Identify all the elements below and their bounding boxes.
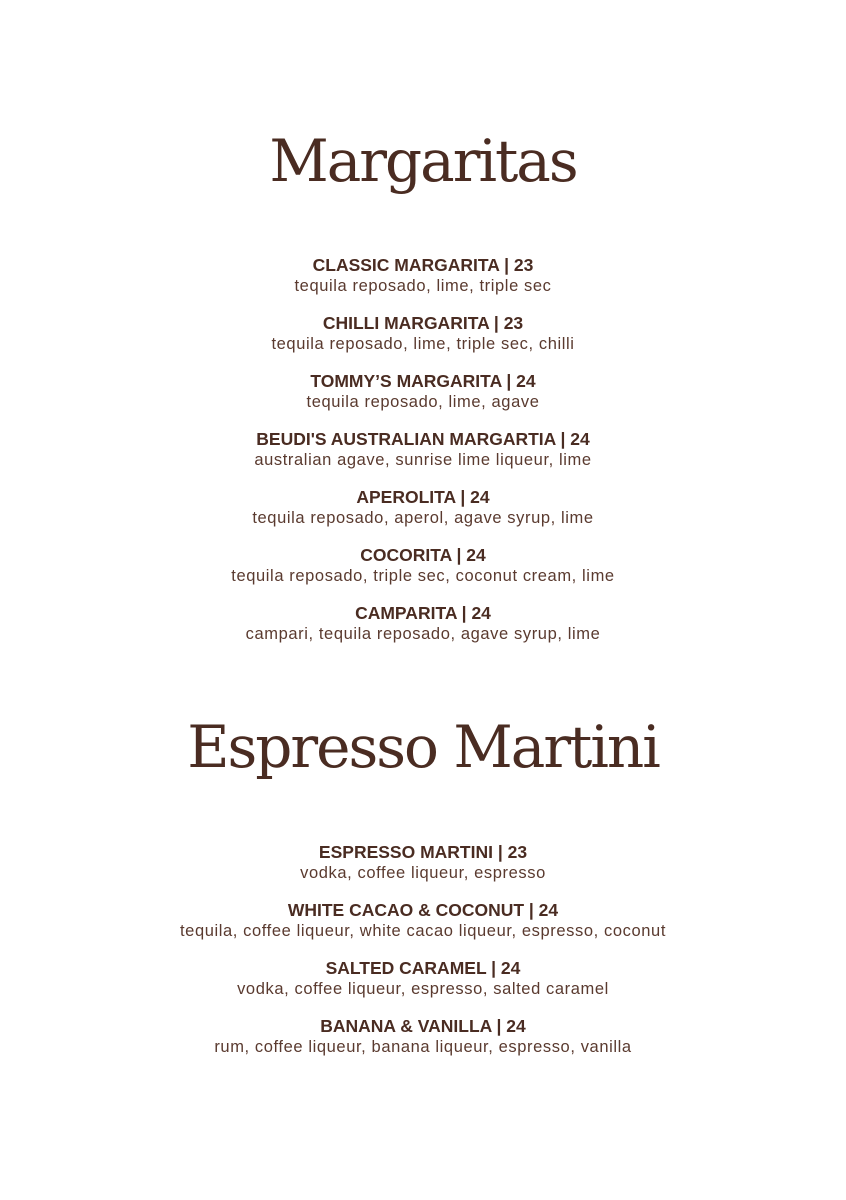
item-name: BEUDI'S AUSTRALIAN MARGARTIA | 24: [256, 429, 590, 449]
item-description: rum, coffee liqueur, banana liqueur, espresso, vanilla: [214, 1038, 632, 1056]
menu-item: [0, 429, 846, 487]
espresso-martini-section: [0, 713, 846, 1074]
item-description: tequila reposado, lime, triple sec: [294, 277, 552, 295]
menu-item: [0, 313, 846, 371]
menu-item: [0, 958, 846, 1016]
item-name: BANANA & VANILLA | 24: [320, 1016, 526, 1036]
menu-item: [0, 545, 846, 603]
item-name: TOMMY’S MARGARITA | 24: [310, 371, 536, 391]
item-name: WHITE CACAO & COCONUT | 24: [287, 900, 559, 920]
item-description: tequila reposado, aperol, agave syrup, lime: [252, 509, 594, 527]
item-name: COCORITA | 24: [360, 545, 486, 565]
margaritas-items: [0, 255, 846, 661]
menu-item: [0, 603, 846, 661]
menu-item: [0, 487, 846, 545]
item-name: APEROLITA | 24: [356, 487, 490, 507]
menu-item: [0, 371, 846, 429]
margaritas-title: Margaritas: [269, 127, 577, 195]
menu-item: [0, 1016, 846, 1074]
item-name: CHILLI MARGARITA | 23: [322, 313, 524, 333]
item-name: ESPRESSO MARTINI | 23: [318, 842, 528, 862]
item-description: tequila reposado, lime, triple sec, chilli: [271, 335, 575, 353]
menu-item: [0, 900, 846, 958]
espresso-martini-title: Espresso Martini: [187, 713, 659, 781]
item-description: vodka, coffee liqueur, espresso, salted caramel: [237, 980, 609, 998]
item-name: CLASSIC MARGARITA | 23: [312, 255, 534, 275]
menu-item: [0, 842, 846, 900]
item-description: vodka, coffee liqueur, espresso: [300, 864, 546, 882]
espresso-martini-items: [0, 842, 846, 1074]
item-description: tequila, coffee liqueur, white cacao liqueur, espresso, coconut: [179, 922, 667, 940]
margaritas-section: [0, 127, 846, 661]
item-description: campari, tequila reposado, agave syrup, lime: [245, 625, 601, 643]
item-name: CAMPARITA | 24: [355, 603, 491, 623]
item-description: australian agave, sunrise lime liqueur, lime: [254, 451, 592, 469]
menu-item: [0, 255, 846, 313]
item-name: SALTED CARAMEL | 24: [325, 958, 521, 978]
item-description: tequila reposado, lime, agave: [306, 393, 540, 411]
item-description: tequila reposado, triple sec, coconut cream, lime: [231, 567, 615, 585]
